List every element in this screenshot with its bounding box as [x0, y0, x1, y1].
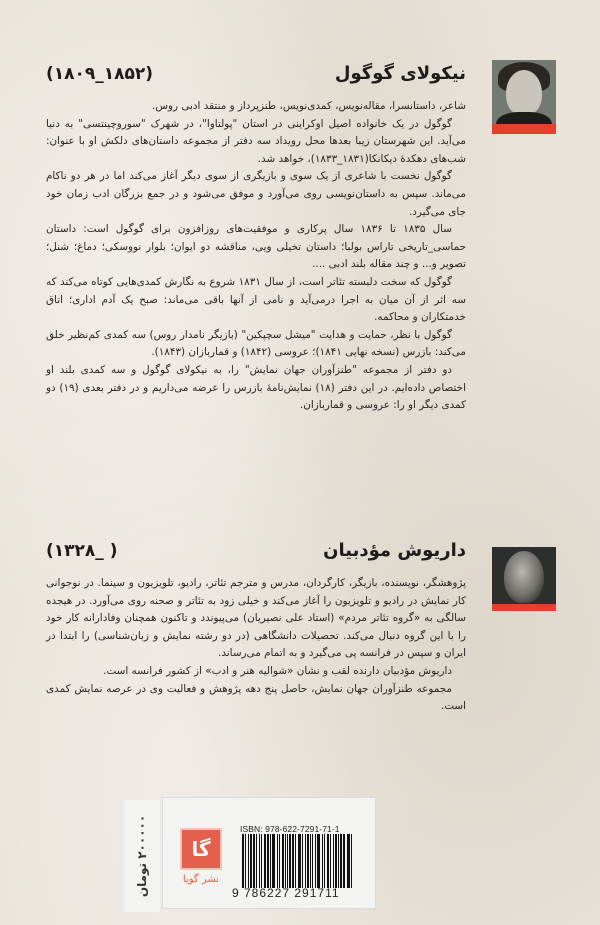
- barcode-bar: [279, 834, 280, 888]
- publisher-name: نشر گویا: [182, 874, 220, 885]
- portrait-accent-stripe: [492, 604, 556, 611]
- author-name: نیکولای گوگول: [334, 63, 466, 84]
- barcode-bar: [282, 834, 284, 888]
- bio-paragraph: گوگول در یک خانواده اصیل اوکراینی در استان "پولتاوا"، در شهرک "سوروچینتسی" به دنیا می‌آید. این شهرستان زیبا بعدها محل رویداد سه دفتر از مجموعه داستان‌های دلکش او با عنوان: شب‌های دهکدهٔ دیکانکا(۱۸۳۱_۱۸۳۳)، خواهد شد.: [46, 117, 466, 165]
- barcode-bar: [324, 834, 325, 888]
- moadabian-portrait: [492, 547, 556, 611]
- barcode-bar: [242, 834, 244, 888]
- barcode-bar: [298, 834, 301, 888]
- barcode-bar: [292, 834, 294, 888]
- barcode-bar: [343, 834, 344, 888]
- barcode-bar: [330, 834, 331, 888]
- barcode-bar: [315, 834, 317, 888]
- barcode-bar: [270, 834, 271, 888]
- barcode-bar: [302, 834, 303, 888]
- barcode-bar: [307, 834, 309, 888]
- barcode-bar: [338, 834, 339, 888]
- bio-paragraph: پژوهشگر، نویسنده، بازیگر، کارگردان، مدرس و مترجم تئاتر، رادیو، تلویزیون و سینما. در نوجوانی کار نمایش در رادیو و تلویزیون را آغاز می‌کند و خیلی زود به تئاتر و صحنه روی می‌آورد. در هیجده سالگی به «گروه تئاتر مردم» (استاد علی نصیریان) می‌پیوندد و تاکنون همچنان وفادارانه کار خود را با این گروه دنبال می‌کند. تحصیلات دانشگاهی (در دو رشته نمایش و زبان‌شناسی) را ابتدا در ایران و سپس در فرانسه پی می‌گیرد و به اتمام می‌رساند.: [46, 577, 466, 660]
- barcode-bar: [327, 834, 329, 888]
- publisher-logo-icon: گا: [180, 828, 222, 870]
- barcode-bar: [344, 834, 345, 888]
- author-dates: (۱۳۲۸_ ): [46, 541, 118, 561]
- portrait-accent-stripe: [492, 124, 556, 134]
- author-bio: [46, 98, 466, 415]
- barcode-bar: [312, 834, 313, 888]
- barcode-bar: [250, 834, 252, 888]
- barcode-bar: [256, 834, 257, 888]
- barcode-bar: [277, 834, 278, 888]
- barcode-bar: [340, 834, 342, 888]
- bio-paragraph: دو دفتر از مجموعه "طنزآوران جهان نمایش" را، به نیکولای گوگول و سه کمدی بلند او اختصاص داده‌ایم. در این دفتر (۱۸) نمایش‌نامهٔ بازرس را عرضه می‌داریم و در دفتر بعدی (۱۹) دو کمدی دیگر او را: عروسی و قماربازان.: [46, 363, 466, 412]
- barcode-bar: [295, 834, 296, 888]
- barcode-bar: [305, 834, 306, 888]
- barcode-bar: [287, 834, 288, 888]
- bio-paragraph: سال ۱۸۳۵ تا ۱۸۳۶ سال پرکاری و موفقیت‌های روزافزون برای گوگول است: داستان حماسی_تاریخی تاراس بولبا؛ داستان تخیلی ویی، مناقشه دو ایوان؛ بلوار نووسکی؛ دماغ؛ شنل؛ تصویر و... و چند مقاله بلند ادبی ....: [46, 223, 466, 271]
- barcode-bar: [335, 834, 337, 888]
- bio-paragraph: شاعر، داستانسرا، مقاله‌نویس، کمدی‌نویس، طنزپرداز و منتقد ادبی روس.: [152, 100, 466, 112]
- barcode-bar: [267, 834, 269, 888]
- author-dates: (۱۸۰۹_۱۸۵۲): [46, 64, 154, 84]
- barcode-bar: [317, 834, 320, 888]
- bio-paragraph: داریوش مؤدبیان دارنده لقب و نشان «شوالیه هنر و ادب» از کشور فرانسه است.: [103, 664, 452, 677]
- barcode-bar: [333, 834, 334, 888]
- barcode-bar: [264, 834, 266, 888]
- price-label: [124, 800, 160, 912]
- barcode-bar: [351, 834, 352, 888]
- bio-paragraph: مجموعه طنزآوران جهان نمایش، حاصل پنج دهه پژوهش و فعالیت وی در عرصه نمایش کمدی است.: [46, 682, 466, 713]
- author-name: داریوش مؤدبیان: [323, 540, 466, 561]
- barcode-number: 9 786227 291711: [232, 886, 340, 900]
- barcode-bar: [285, 834, 286, 888]
- barcode-bar: [248, 834, 249, 888]
- author-section-moadabian: [46, 540, 466, 716]
- barcode-bar: [272, 834, 275, 888]
- barcode-bar: [261, 834, 262, 888]
- barcode-bar: [347, 834, 350, 888]
- bio-paragraph: گوگول با نظر، حمایت و هدایت "میشل سچپکین" (بازیگر نامدار روس) سه کمدی کم‌نظیر خلق می‌کند: بازرس (نسخه نهایی ۱۸۴۱)؛ عروسی (۱۸۴۲) و قماربازان (۱۸۴۳).: [46, 328, 466, 359]
- isbn-text: ISBN: 978-622-7291-71-1: [240, 824, 340, 834]
- bio-paragraph: گوگول نخست با شاعری از یک سوی و بازیگری از سوی دیگر آغاز می‌کند اما در هر دو ناکام می‌ماند. سپس به داستان‌نویسی روی می‌آورد و موفق می‌شود و در جمع بزرگان ادب زمان خود جای می‌گیرد.: [46, 170, 466, 218]
- barcode-bar: [259, 834, 260, 888]
- barcode-icon: [242, 834, 354, 888]
- bio-paragraph: گوگول که سخت دلبسته تئاتر است، از سال ۱۸۳۱ شروع به نگارش کمدی‌هایی کوتاه می‌کند که سه اثر از آن میان به اجرا درمی‌آید و نامی از آنها باقی می‌ماند: صبح یک آدم اداری؛ اتاق خدمتکاران و محاکمه.: [46, 275, 466, 324]
- barcode-bar: [253, 834, 256, 888]
- barcode-bar: [310, 834, 311, 888]
- barcode-bar: [322, 834, 323, 888]
- author-heading: [46, 63, 466, 84]
- gogol-portrait: [492, 60, 556, 134]
- author-section-gogol: [46, 63, 466, 415]
- author-heading: [46, 540, 466, 561]
- author-bio: [46, 575, 466, 716]
- barcode-bar: [289, 834, 291, 888]
- price-text: ۲۰۰۰۰۰ تومان: [135, 814, 149, 898]
- barcode-bar: [245, 834, 246, 888]
